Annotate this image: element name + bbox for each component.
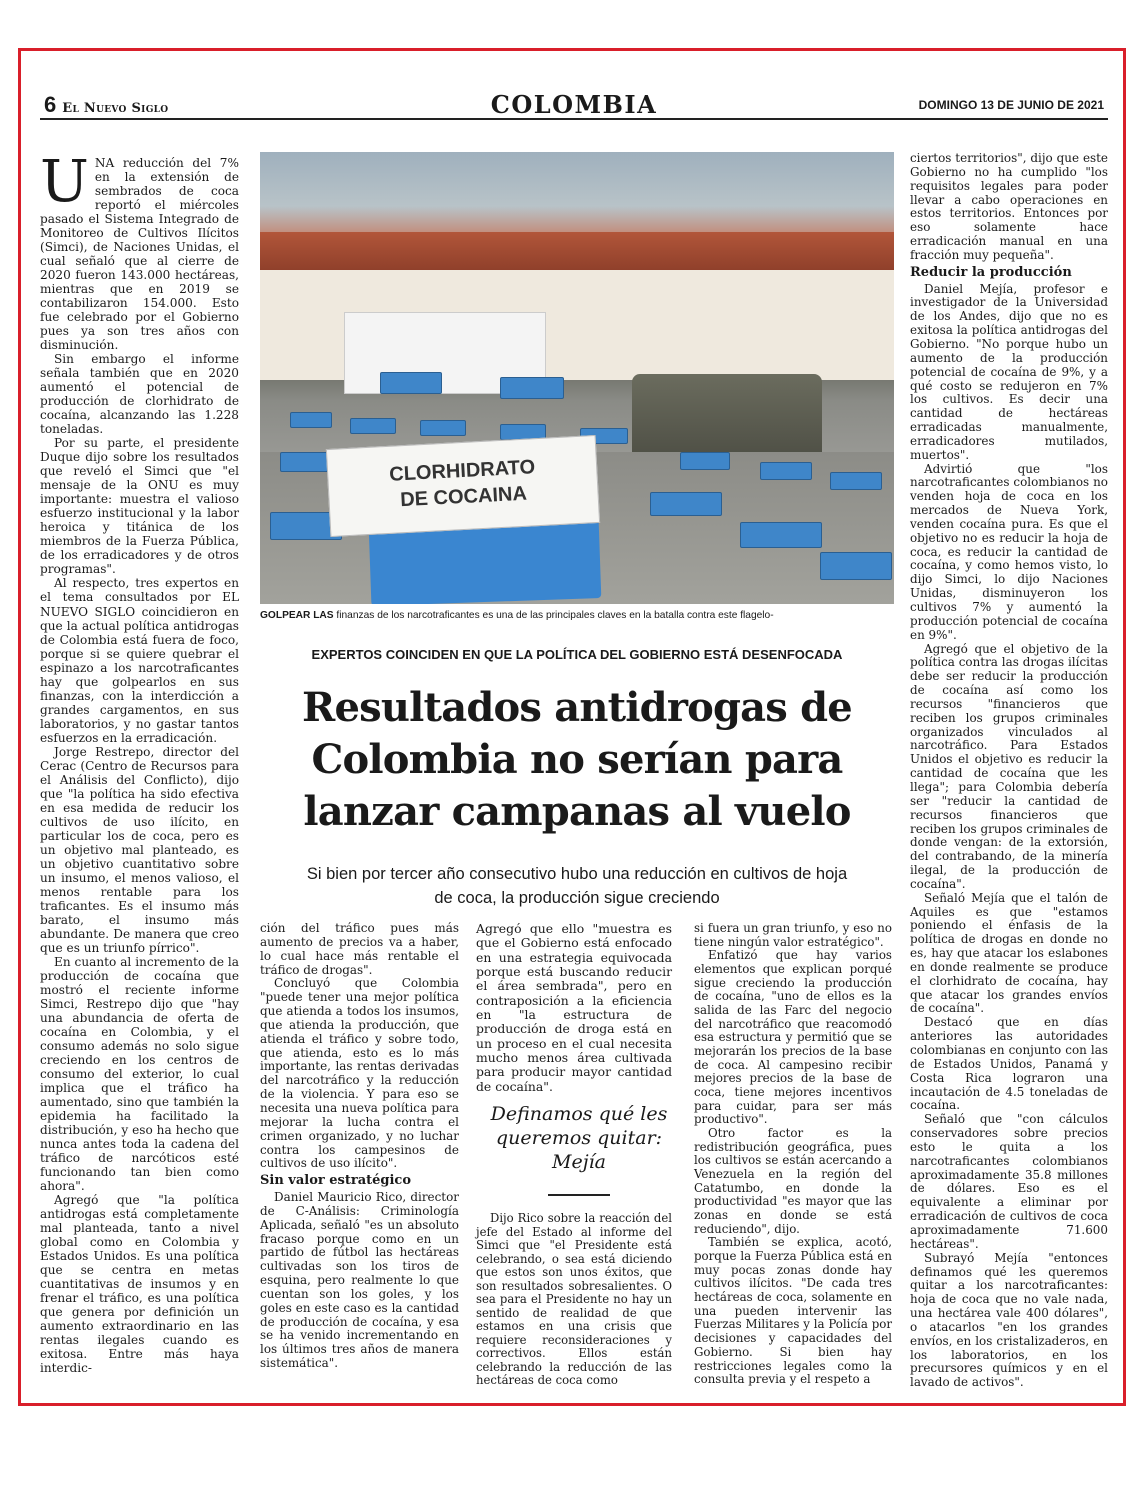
article-column-3 (476, 922, 672, 1094)
sign-line: CLORHIDRATO (388, 456, 536, 486)
paragraph: Dijo Rico sobre la reacción del jefe del Estado al informe del Simci que "el Presidente está celebrando, o sea está diciendo que estos son unos éxitos, que son resultados sobresalientes. O sea para el Presidente no hay un sentido de realidad de que estamos en una crisis que requiere reconsideraciones y correctivos. Ellos están celebrando la reducción de las hectáreas de coca como (476, 1211, 672, 1387)
paragraph: Señaló Mejía que el talón de Aquiles es que "estamos poniendo el énfasis de la política de drogas en donde no es, hay que atacar los eslabones en donde realmente se produce el clorhidrato de cocaína, hay que atacar los grandes envíos de cocaína". (910, 890, 1108, 1016)
paragraph: Destacó que en días anteriores las autoridades colombianas en conjunto con las de Estados Unidos, Panamá y Costa Rica lograron una incautación de 4.5 toneladas de cocaína. (910, 1015, 1108, 1113)
section-title: COLOMBIA (490, 90, 658, 119)
paragraph: Agregó que el objetivo de la política contra las drogas ilícitas debe ser reducir la producción de cocaína así como los recursos "financieros que reciben los grupos criminales organizados vinculados al narcotráfico. Para Estados Unidos el objetivo es reducir la cantidad de cocaína que les llega"; para Colombia debería ser "reducir la cantidad de recursos financieros que reciben los grupos criminales de donde vengan: de la extorsión, del contrabando, de la minería ilegal, de la producción de cocaína". (910, 641, 1108, 891)
photo-package (830, 472, 882, 490)
paragraph: Advirtió que "los narcotraficantes colombianos no venden hoja de coca en los mercados de Nueva York, venden cocaína pura. Es que el objetivo no es reducir la hoja de coca, es reducir la cantidad de cocaína, y como hemos visto, lo dijo Simci, lo dijo Naciones Unidas, disminuyeron los cultivos 7% y aumentó la producción potencial de cocaína en 9%". (910, 461, 1108, 642)
paragraph: Enfatizó que hay varios elementos que explican porqué sigue creciendo la producción de cocaína, "uno de ellos es la salida de las Farc del negocio del narcotráfico que reacomodó esa estructura y permitió que se mejorarán los precios de la base de coca. Al campesino recibir mejores precios de la base de coca, tiene mejores incentivos para cuidar, para ser más productivo". (694, 948, 892, 1127)
paragraph: Agregó que "la política antidrogas está completamente mal planteada, tanto a nivel global como en Colombia y Estados Unidos. Es una política que se centra en metas cuantitativas de insumos y en frenar el tráfico, es una política que genera por definición un aumento extraordinario en las rentas ilegales cuando es exitosa. Entre más haya interdic- (40, 1193, 239, 1376)
issue-date: DOMINGO 13 DE JUNIO DE 2021 (918, 98, 1104, 112)
section-subtitle: Reducir la producción (910, 264, 1072, 280)
paragraph: si fuera un gran triunfo, y eso no tiene ningún valor estratégico". (694, 921, 892, 949)
paragraph: Daniel Mauricio Rico, director de C-Análisis: Criminología Aplicada, señaló "es un absoluto fracaso porque como en un partido de fútbol las hectáreas cultivadas son los tiros de esquina, pero realmente lo que cuentan son los goles, y los goles en este caso es la cantidad de producción de cocaína, y esa se ha venido incrementando en los últimos tres años de manera sistemática". (260, 1190, 459, 1371)
section-subtitle: Sin valor estratégico (260, 1173, 412, 1189)
photo-package (350, 418, 396, 434)
photo-package (740, 522, 822, 548)
photo-sign (326, 435, 600, 537)
article-column-3-continued (476, 1212, 672, 1388)
photo-package (420, 420, 466, 436)
headline (260, 682, 894, 838)
paragraph: ción del tráfico pues más aumento de precios va a haber, lo cual hace más rentable el tráfico de drogas". (260, 921, 459, 977)
photo-caption (260, 610, 900, 621)
photo-package (650, 492, 722, 516)
kicker: EXPERTOS COINCIDEN EN QUE LA POLÍTICA DEL GOBIERNO ESTÁ DESENFOCADA (311, 647, 843, 662)
paragraph: Concluyó que Colombia "puede tener una mejor política que atienda a todos los insumos, que atienda la producción, que atienda el tráfico y sobre todo, que atienda, esto es lo más importante, las rentas derivadas del narcotráfico y la reducción de la violencia. Y para eso se necesita una nueva política para mejorar la lucha contra el crimen organizado, y no luchar contra los campesinos de cultivos de uso ilícito". (260, 976, 459, 1171)
paragraph: En cuanto al incremento de la producción de cocaína que mostró el reciente informe Simci, Restrepo dijo que "hay una abundancia de oferta de cocaína en Colombia, y el consumo además no solo sigue creciendo en los centros de consumo del exterior, lo cual implica que el tráfico ha aumentado, sino que también la epidemia ha facilitado la distribución, y eso ha hecho que nunca antes toda la cadena del tráfico de narcóticos esté funcionando tan bien como ahora". (40, 954, 239, 1194)
paragraph: ciertos territorios", dijo que este Gobierno no ha cumplido "los requisitos legales para poder llevar a cabo operaciones en estos territorios. Entonces por eso solamente hace erradicación manual en una fracción muy pequeña". (910, 151, 1108, 262)
paragraph: Subrayó Mejía "entonces definamos qué les queremos quitar a los narcotraficantes: hoja de coca que no vale nada, una hectárea vale 400 dólares", o atacarlos "en los grandes envíos, en los cristalizaderos, en los laboratorios, en los precursores químicos y en el lavado de activos". (910, 1250, 1108, 1390)
paragraph: Sin embargo el informe señala también que en 2020 aumentó el potencial de producción de clorhidrato de cocaína, alcanzando las 1.228 toneladas. (40, 352, 239, 437)
caption-lead: GOLPEAR LAS (260, 610, 334, 621)
lead-photo (260, 152, 894, 604)
photo-package (500, 377, 564, 399)
photo-package (820, 552, 892, 580)
article-column-1 (40, 147, 239, 1376)
photo-package (680, 452, 730, 470)
photo-package (760, 462, 812, 480)
article-column-5 (910, 152, 1108, 1390)
paragraph: Otro factor es la redistribución geográfica, pues los cultivos se están acercando a Venezuela en la región del Catatumbo, en donde la productividad "es mayor que las zonas en donde se está reduciendo", dijo. (694, 1126, 892, 1236)
paragraph: Daniel Mejía, profesor e investigador de la Universidad de los Andes, dijo que no es exitosa la política antidrogas del Gobierno. "No porque hubo un aumento de la producción potencial de cocaína de 9%, y a qué costo se redujeron en 7% los cultivos. Es decir una cantidad de hectáreas erradicadas manualmente, erradicadores mutilados, muertos". (910, 281, 1108, 462)
article-column-2 (260, 922, 459, 1371)
headline-line: lanzar campanas al vuelo (303, 788, 851, 835)
publication-name: El Nuevo Siglo (62, 101, 169, 116)
page-number: 6 (44, 92, 57, 117)
headline-line: Resultados antidrogas de (302, 684, 852, 731)
page-header (40, 90, 1108, 120)
photo-package (380, 372, 442, 394)
pull-quote-rule (548, 1194, 610, 1196)
article-column-4 (694, 922, 892, 1387)
paragraph: Agregó que ello "muestra es que el Gobierno está enfocado en una estrategia equivocada porque está buscando reducir el área sembrada", pero en contraposición a la eficiencia en "la estructura de producción de droga está en un proceso en el cual necesita mucho menos área cultivada para producir mayor cantidad de cocaína". (476, 921, 672, 1094)
sign-line: DE COCAINA (399, 482, 528, 512)
caption-text: finanzas de los narcotraficantes es una de las principales claves en la batalla contra este flagelo- (333, 610, 774, 621)
paragraph: UNA reducción del 7% en la extensión de sembrados de coca reportó el miércoles pasado el Sistema Integrado de Monitoreo de Cultivos Ilícitos (Simci), de Naciones Unidas, el cual señaló que al cierre de 2020 fueron 143.000 hectáreas, mientras que en 2019 se contabilizaron 154.000. Esto fue celebrado por el Gobierno pues ya son tres años con disminución. (40, 147, 239, 353)
drop-cap: U (40, 147, 89, 215)
paragraph: Por su parte, el presidente Duque dijo sobre los resultados que reveló el Simci que "el mensaje de la ONU es muy importante: muestra el valioso esfuerzo institucional y la labor heroica y titánica de los miembros de la Fuerza Pública, de los erradicadores y de otros programas". (40, 436, 239, 577)
subheadline-line: Si bien por tercer año consecutivo hubo una reducción en cultivos de hoja (306, 865, 848, 883)
pull-quote: Definamos qué les queremos quitar: Mejía (490, 1103, 668, 1173)
paragraph: Señaló que "con cálculos conservadores sobre precios esto le quita a los narcotraficantes colombianos aproximadamente 35.8 millones de dólares. Eso es el equivalente a eliminar por erradicación de cultivos de coca aproximadamente 71.600 hectáreas". (910, 1112, 1108, 1251)
subheadline-line: de coca, la producción sigue creciendo (434, 889, 720, 907)
photo-armored-vehicle (632, 374, 822, 462)
subheadline (260, 862, 894, 910)
photo-roof (260, 232, 894, 272)
paragraph: También se explica, acotó, porque la Fuerza Pública está en muy pocas zonas donde hay cultivos ilícitos. "De cada tres hectáreas de coca, solamente en una pueden intervenir las Fuerzas Militares y la Policía por decisiones y capacidades del Gobierno. Si bien hay restricciones legales como la consulta previa y el respeto a (694, 1235, 892, 1387)
photo-package (290, 412, 332, 428)
headline-line: Colombia no serían para (311, 736, 843, 783)
paragraph: Jorge Restrepo, director del Cerac (Centro de Recursos para el Análisis del Conflicto), dijo que "la política ha sido efectiva en esa medida de reducir los cultivos de uso ilícito, en particular los de coca, pero es un objetivo mal planteado, es un objetivo cuantitativo sobre un insumo, el menos valioso, el menos rentable para los traficantes. Es el insumo más barato, el insumo más abundante. De manera que creo que es un triunfo pírrico". (40, 744, 239, 955)
paragraph: Al respecto, tres expertos en el tema consultados por EL NUEVO SIGLO coincidieron en que la actual política antidrogas de Colombia está fuera de foco, porque si se quiere quebrar el espinazo a los narcotraficantes hay que golpearlos en sus finanzas, con la interdicción a grandes cargamentos, en sus laboratorios, y no gastar tantos esfuerzos en la erradicación. (40, 576, 239, 745)
